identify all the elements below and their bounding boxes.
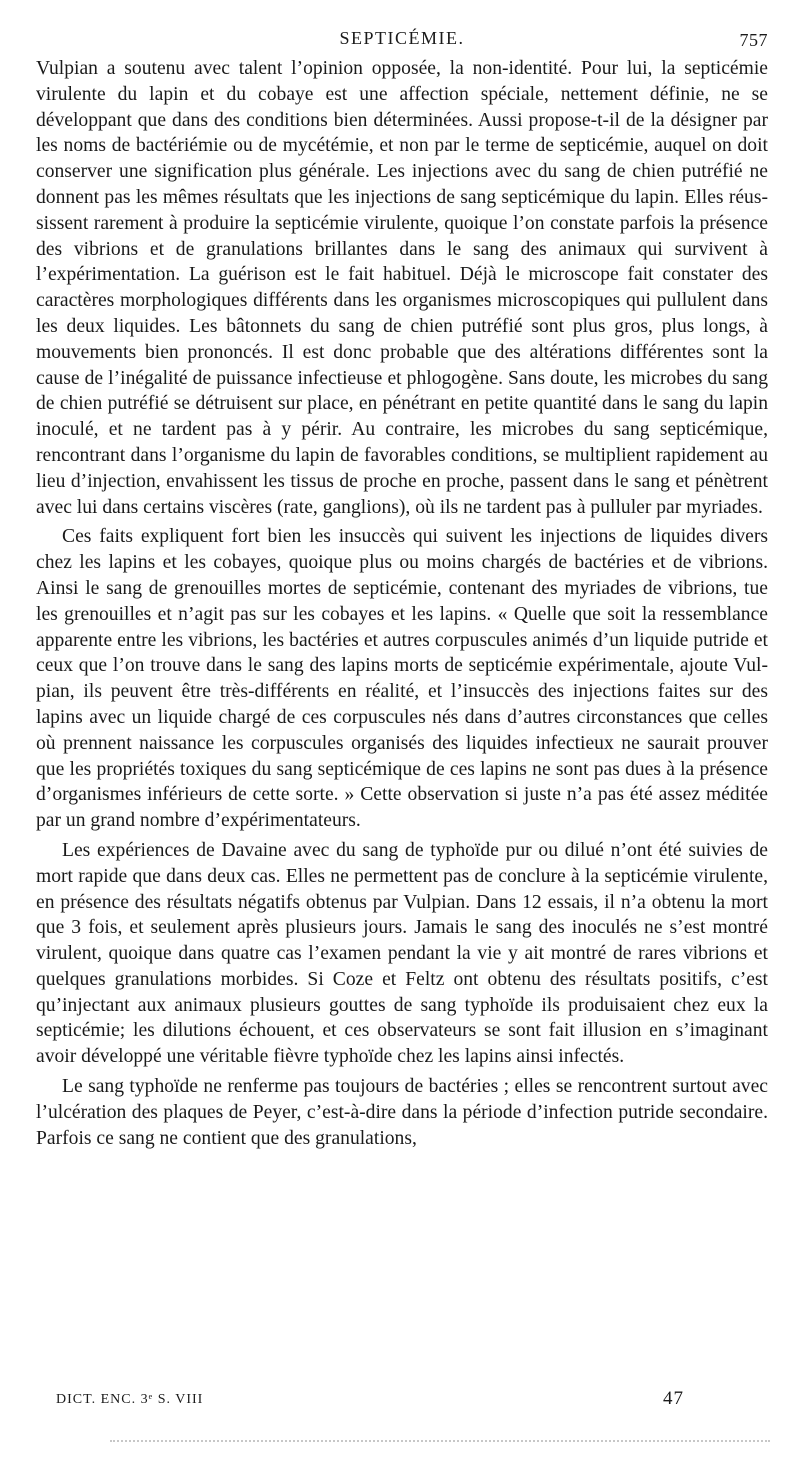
printed-page <box>36 28 768 1151</box>
paragraph-sang-typhoide: Le sang typhoïde ne renferme pas toujours de bactéries ; elles se rencontrent surtout avec l’ulcération des plaques de Peyer, c’est-à-dire dans la période d’infection putride secondaire. Parfois ce sang ne contient que des granulations, <box>36 1076 768 1149</box>
page-title: SEPTICÉMIE. <box>339 28 465 48</box>
paragraph-vulpian-opinion: Vulpian a soutenu avec talent l’opinion opposée, la non-identité. Pour lui, la septicémie virulente du lapin et du cobaye est une affection spéciale, nettement définie, ne se développant que dans des conditions bien déterminées. Aussi propose-t-il de la désigner par les noms de bactériémie ou de mycétémie, et non par le terme de septicémie, auquel on doit conserver une signification plus générale. Les injections avec du sang de chien putréfié ne donnent pas les mêmes résultats que les injections de sang septicémique du lapin. Elles réussissent rarement à produire la septicémie virulente, quoique l’on constate parfois la présence des vibrions et de granulations brillantes dans le sang des animaux qui survivent à l’expérimentation. La guérison est le fait habituel. Déjà le microscope fait constater des caractères morphologiques différents dans les organismes microscopiques qui pullulent dans les deux liquides. Les bâtonnets du sang de chien putréfié sont plus gros, plus longs, à mouvements bien prononcés. Il est donc probable que des altérations différentes sont la cause de l’inégalité de puissance infectieuse et phlogogène. Sans doute, les microbes du sang de chien putréfié se détruisent sur place, en pénétrant en petite quantité dans le sang du lapin inoculé, et ne tardent pas à y périr. Au contraire, les microbes du sang septicémique, rencontrant dans l’organisme du lapin de favorables conditions, se multiplient rapidement au lieu d’injection, envahissent les tissus de proche en proche, passent dans le sang et pénètrent avec lui dans certains viscères (rate, ganglions), où ils ne tardent pas à pulluler par myriades. <box>36 58 768 518</box>
body-text <box>36 56 768 1151</box>
page-number: 757 <box>739 30 768 50</box>
printer-signature-line <box>56 1390 696 1418</box>
sheet-number: 47 <box>663 1388 684 1409</box>
paragraph-insucces: Ces faits expliquent fort bien les insuccès qui suivent les injections de liquides divers chez les lapins et les cobayes, quoique plus ou moins chargés de bactéries et de vibrions. Ainsi le sang de grenouilles mortes de septicémie, contenant des myriades de vibrions, tue les grenouilles et n’agit pas sur les cobayes et les lapins. « Quelle que soit la ressemblance apparente entre les vibrions, les bactéries et autres corpuscules animés d’un liquide putride et ceux que l’on trouve dans le sang des lapins morts de septicémie expérimentale, ajoute Vulpian, ils peuvent être très-différents en réalité, et l’insuccès des injections faites sur des lapins avec un liquide chargé de ces corpuscules nés dans d’autres circonstances que celles où prennent naissance les corpuscules organisés des liquides infectieux ne saurait prouver que les propriétés toxiques du sang septicémique de ces lapins ne sont pas dues à la présence d’organismes inférieurs de cette sorte. » Cette observation si juste n’a pas été assez méditée par un grand nombre d’expérimentateurs. <box>36 526 768 832</box>
running-head <box>36 28 768 56</box>
sheet-signature: DICT. ENC. 3ᵉ S. VIII <box>56 1392 204 1407</box>
paragraph-davaine: Les expériences de Davaine avec du sang de typhoïde pur ou dilué n’ont été suivies de mort rapide que dans deux cas. Elles ne permettent pas de conclure à la septicémie virulente, en présence des résultats négatifs obtenus par Vulpian. Dans 12 essais, il n’a obtenu la mort que 3 fois, et seulement après plusieurs jours. Jamais le sang des inoculés ne s’est montré virulent, quoique dans quatre cas l’examen pendant la vie y ait montré de rares vibrions et quelques granulations morbides. Si Coze et Feltz ont obtenu des résultats positifs, c’est qu’injectant aux animaux plusieurs gouttes de sang typhoïde ils produisaient chez eux la septicémie; les dilutions échouent, et ces observateurs se sont fait illusion en s’imaginant avoir développé une véritable fièvre typhoïde chez les lapins ainsi infectés. <box>36 839 768 1068</box>
bleed-through-rule <box>110 1440 770 1442</box>
